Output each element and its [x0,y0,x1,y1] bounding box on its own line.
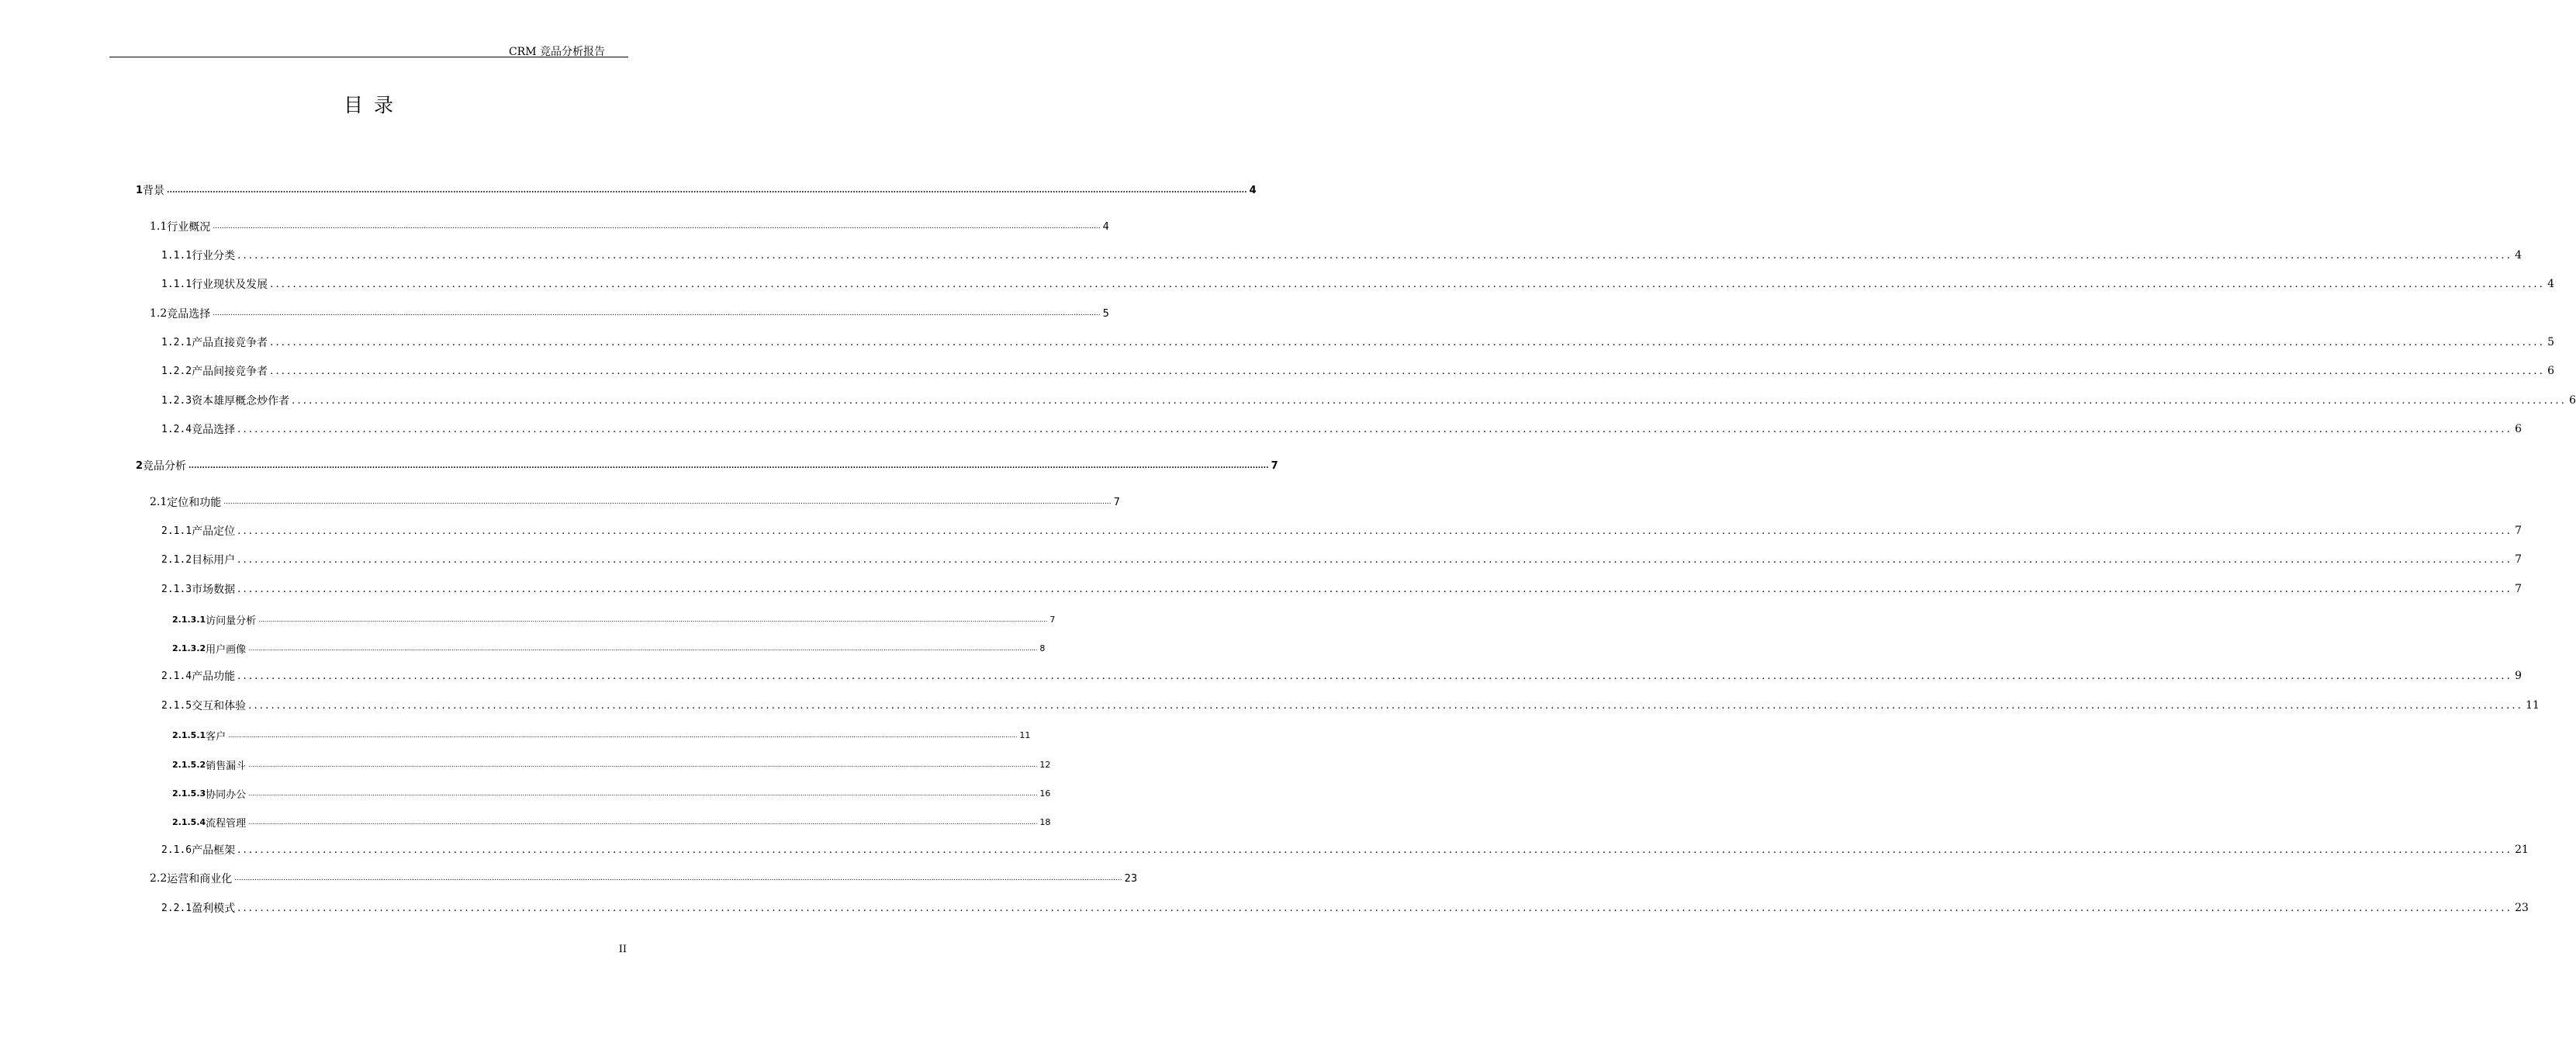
toc-entry-label: 行业分类 [192,250,236,262]
toc-entry-number: 2.1.5.2 [172,759,206,770]
toc-entry-number: 1.2.2 [161,365,192,377]
toc-entry[interactable] [150,871,1138,886]
page-number: II [618,944,627,955]
toc-entry-page: 9 [2515,670,2522,682]
toc-entry-page: 11 [2526,699,2540,712]
toc-entry-number: 1.1 [150,220,168,233]
toc-entry-page: 7 [1049,614,1056,625]
toc-entry-page: 7 [2515,583,2522,595]
toc-entry-page: 23 [1124,872,1138,885]
toc-entry-number: 1.1.1 [161,278,192,290]
toc-entry-page: 5 [2547,336,2554,348]
toc-dot-leader: ................................................................................................................................................................................................................................................................................................................................................................................................................ [248,761,1038,768]
toc-entry[interactable] [161,668,2522,684]
toc-entry-label: 产品定位 [192,525,236,538]
toc-entry-number: 2.1.5.1 [172,729,206,740]
toc-entry-label: 背景 [143,185,165,197]
toc-title: 目录 [343,94,404,116]
toc-entry-number: 1 [136,184,143,196]
toc-entry[interactable] [161,393,2576,408]
toc-entry-label: 定位和功能 [167,497,222,509]
toc-dot-leader: ................................................................................................................................................................................................................................................................................................................................................................................................................ [237,844,2513,856]
toc-dot-leader: ................................................................................................................................................................................................................................................................................................................................................................................................................ [234,875,1122,882]
toc-entry-page: 18 [1039,816,1051,827]
toc-entry-page: 4 [1249,184,1257,196]
toc-entry-page: 4 [1102,220,1109,233]
toc-entry-number: 1.2.4 [161,423,192,435]
toc-entry-page: 7 [1271,459,1278,472]
toc-dot-leader: ................................................................................................................................................................................................................................................................................................................................................................................................................ [228,731,1018,739]
toc-dot-leader: ................................................................................................................................................................................................................................................................................................................................................................................................................ [270,365,2546,377]
toc-dot-leader: ................................................................................................................................................................................................................................................................................................................................................................................................................ [237,583,2513,595]
toc-entry-number: 2 [136,459,143,472]
toc-entry-page: 7 [2515,525,2522,537]
toc-entry-page: 6 [2547,365,2554,377]
toc-entry-label: 流程管理 [206,817,247,830]
toc-entry-number: 2.1.5 [161,699,192,712]
toc-entry[interactable] [161,248,2522,263]
toc-dot-leader: ................................................................................................................................................................................................................................................................................................................................................................................................................ [270,278,2546,290]
toc-dot-leader: ................................................................................................................................................................................................................................................................................................................................................................................................................ [213,310,1101,317]
toc-entry-number: 2.2 [150,872,168,885]
toc-entry-page: 23 [2515,902,2529,914]
toc-entry-page: 6 [2569,394,2576,407]
toc-dot-leader: ................................................................................................................................................................................................................................................................................................................................................................................................................ [237,249,2513,262]
toc-entry[interactable] [161,276,2554,292]
toc-dot-leader: ................................................................................................................................................................................................................................................................................................................................................................................................................ [237,670,2513,682]
toc-entry-label: 目标用户 [192,554,236,567]
toc-entry[interactable] [172,612,1056,627]
toc-entry-number: 2.1.5.3 [172,788,206,799]
toc-entry-label: 销售漏斗 [206,760,247,772]
toc-entry[interactable] [161,334,2554,350]
toc-entry[interactable] [161,523,2522,539]
toc-entry-label: 交互和体验 [192,700,247,712]
toc-dot-leader: ................................................................................................................................................................................................................................................................................................................................................................................................................ [292,394,2567,407]
toc-entry[interactable] [136,458,1278,473]
toc-entry-page: 7 [1113,496,1120,508]
toc-dot-leader: ................................................................................................................................................................................................................................................................................................................................................................................................................ [258,615,1048,623]
toc-entry-page: 21 [2515,844,2529,856]
toc-entry-label: 产品功能 [192,670,236,683]
toc-entry[interactable] [150,219,1109,234]
toc-entry[interactable] [172,640,1046,656]
toc-entry-number: 2.1.5.4 [172,816,206,827]
toc-entry-label: 行业概况 [167,221,211,234]
toc-entry[interactable] [150,494,1120,510]
toc-dot-leader: ................................................................................................................................................................................................................................................................................................................................................................................................................ [223,498,1112,506]
toc-entry-number: 1.2.1 [161,336,192,348]
toc-entry-label: 运营和商业化 [167,873,233,885]
toc-dot-leader: ................................................................................................................................................................................................................................................................................................................................................................................................................ [248,699,2524,712]
toc-entry[interactable] [172,757,1051,772]
toc-entry-label: 产品直接竞争者 [192,337,268,349]
toc-entry-label: 竞品选择 [167,308,211,321]
toc-entry-number: 2.1.2 [161,553,192,566]
toc-entry-label: 竞品分析 [143,460,187,473]
toc-entry[interactable] [172,785,1051,801]
toc-dot-leader: ................................................................................................................................................................................................................................................................................................................................................................................................................ [270,336,2546,348]
toc-entry-page: 11 [1019,729,1031,740]
toc-dot-leader: ................................................................................................................................................................................................................................................................................................................................................................................................................ [237,423,2513,435]
toc-dot-leader: ................................................................................................................................................................................................................................................................................................................................................................................................................ [167,185,1247,195]
toc-dot-leader: ................................................................................................................................................................................................................................................................................................................................................................................................................ [248,818,1038,826]
toc-entry-number: 2.1.3.1 [172,614,206,625]
toc-entry-label: 行业现状及发展 [192,279,268,291]
toc-entry-number: 2.2.1 [161,902,192,914]
toc-entry-page: 8 [1039,643,1046,653]
toc-entry[interactable] [161,842,2529,858]
toc-entry-label: 产品框架 [192,844,236,857]
toc-entry[interactable] [172,727,1031,743]
toc-entry-page: 5 [1102,307,1109,320]
toc-entry-number: 2.1.6 [161,844,192,856]
toc-entry-label: 市场数据 [192,584,236,596]
toc-entry-page: 6 [2515,423,2522,435]
toc-entry-label: 资本雄厚概念炒作者 [192,395,290,407]
toc-entry[interactable] [161,363,2554,379]
toc-dot-leader: ................................................................................................................................................................................................................................................................................................................................................................................................................ [248,644,1038,652]
toc-entry-page: 4 [2547,278,2554,290]
toc-entry[interactable] [161,552,2522,567]
running-header: CRM 竞品分析报告 [508,46,605,58]
toc-entry[interactable] [161,421,2522,437]
toc-entry-number: 2.1.4 [161,670,192,682]
toc-dot-leader: ................................................................................................................................................................................................................................................................................................................................................................................................................ [237,553,2513,566]
toc-entry-number: 2.1.3 [161,583,192,595]
toc-entry-number: 1.2 [150,307,168,320]
toc-entry-page: 16 [1039,788,1051,799]
toc-entry[interactable] [150,306,1109,321]
toc-entry[interactable] [136,182,1257,198]
toc-dot-leader: ................................................................................................................................................................................................................................................................................................................................................................................................................ [188,461,1269,470]
toc-entry-label: 访问量分析 [206,615,257,627]
toc-entry-page: 4 [2515,249,2522,262]
toc-entry-number: 2.1.3.2 [172,643,206,653]
toc-entry-page: 7 [2515,553,2522,566]
toc-entry-number: 1.2.3 [161,394,192,407]
toc-dot-leader: ................................................................................................................................................................................................................................................................................................................................................................................................................ [237,902,2513,914]
toc-entry-number: 2.1 [150,496,168,508]
toc-dot-leader: ................................................................................................................................................................................................................................................................................................................................................................................................................ [237,525,2513,537]
toc-entry-number: 1.1.1 [161,249,192,262]
toc-dot-leader: ................................................................................................................................................................................................................................................................................................................................................................................................................ [213,223,1101,230]
toc-entry-label: 竞品选择 [192,424,236,436]
toc-entry-label: 协同办公 [206,788,247,801]
toc-entry-label: 盈利模式 [192,903,236,915]
toc-entry-label: 产品间接竞争者 [192,366,268,378]
toc-entry[interactable] [172,814,1051,830]
toc-entry[interactable] [161,900,2529,916]
toc-entry-label: 用户画像 [206,643,247,656]
toc-entry[interactable] [161,581,2522,597]
toc-entry-page: 12 [1039,759,1051,770]
toc-entry-number: 2.1.1 [161,525,192,537]
toc-entry-label: 客户 [206,730,226,743]
toc-entry[interactable] [161,698,2540,713]
toc-dot-leader: ................................................................................................................................................................................................................................................................................................................................................................................................................ [248,789,1038,797]
